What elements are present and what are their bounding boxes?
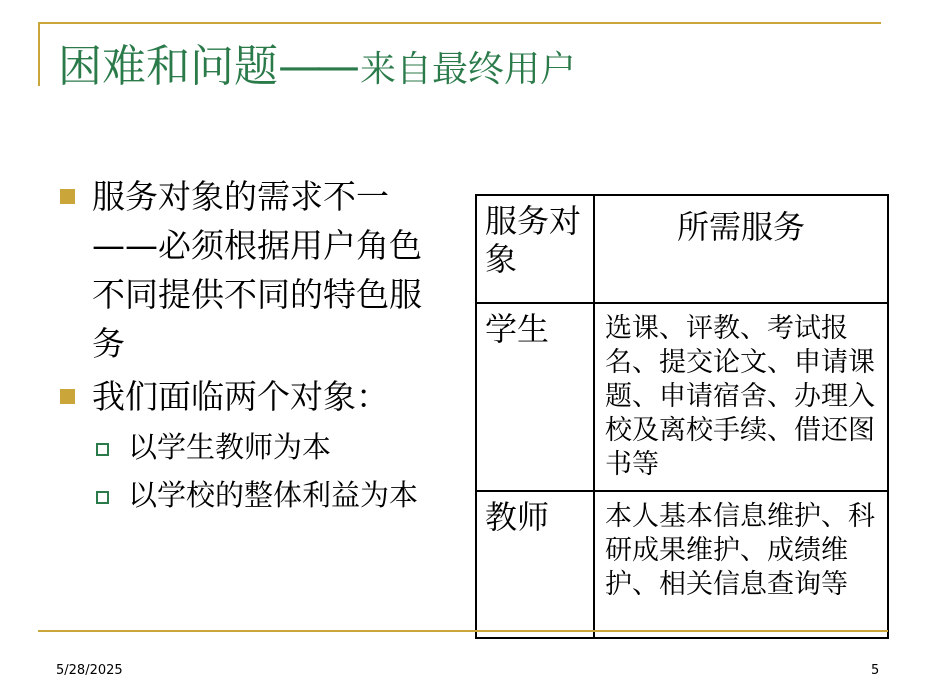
hollow-square-bullet-icon <box>96 491 109 504</box>
hollow-square-bullet-icon <box>96 443 109 456</box>
title-dash: —— <box>278 41 354 92</box>
table-row <box>476 303 888 491</box>
table-header-row <box>476 195 888 303</box>
title-left-rule <box>38 22 40 86</box>
table-cell-services: 选课、评教、考试报名、提交论文、申请课题、申请宿舍、办理入校及离校手续、借还图书等 <box>594 303 888 491</box>
sub-bullet-text: 以学校的整体利益为本 <box>128 478 419 512</box>
sub-bullet-item <box>58 425 443 469</box>
table-header-services: 所需服务 <box>594 195 888 303</box>
service-table <box>475 194 889 639</box>
footer-date: 5/28/2025 <box>56 663 123 678</box>
title-main: 困难和问题 <box>58 41 278 92</box>
sub-bullet-item <box>58 473 443 517</box>
table-cell-services: 本人基本信息维护、科研成果维护、成绩维护、相关信息查询等 <box>594 491 888 638</box>
bottom-rule <box>38 630 888 632</box>
page-number: 5 <box>871 663 880 678</box>
table-row <box>476 491 888 638</box>
sub-bullet-text: 以学生教师为本 <box>128 430 332 464</box>
slide-title <box>58 30 576 94</box>
table-cell-target: 学生 <box>476 303 594 491</box>
title-subtitle: 来自最终用户 <box>360 49 577 90</box>
bullet-item <box>58 372 443 421</box>
top-rule <box>38 22 881 24</box>
bullet-list <box>58 172 443 517</box>
table-header-target: 服务对象 <box>476 195 594 303</box>
square-bullet-icon <box>60 389 75 404</box>
table-cell-target: 教师 <box>476 491 594 638</box>
bullet-item <box>58 172 443 368</box>
square-bullet-icon <box>60 189 75 204</box>
bullet-text: 服务对象的需求不一——必须根据用户角色不同提供不同的特色服务 <box>92 177 422 363</box>
bullet-text: 我们面临两个对象： <box>92 377 389 416</box>
